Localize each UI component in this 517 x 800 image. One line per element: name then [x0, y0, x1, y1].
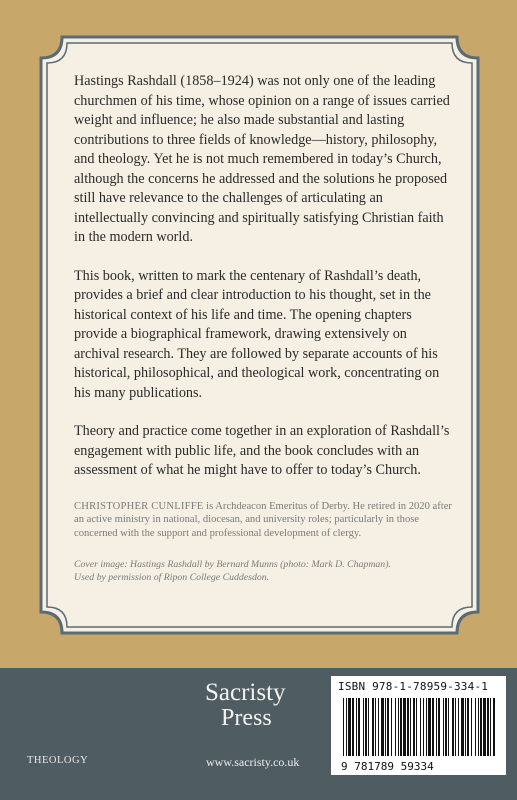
barcode-bar	[413, 698, 415, 756]
blurb-paragraph-1: Hastings Rashdall (1858–1924) was not only one of the leading churchmen of his time, whose opinion on a range of issues carried weight and influence; he also made substantial and lasting contributions to three fields of knowledge—history, philosophy, and theology. Yet he is not much remembered in today’s Church, although the concerns he addressed and the solutions he proposed still have relevance to the challenges of articulating an intellectually convincing and spiritually satisfying Christian faith in the modern world.	[74, 73, 450, 245]
barcode-bar	[487, 698, 489, 756]
barcode-bar	[493, 698, 495, 756]
barcode-bar	[410, 698, 411, 756]
text-panel	[36, 32, 483, 638]
author-bio	[74, 500, 454, 541]
cover-credit	[74, 558, 454, 584]
barcode-bar	[416, 698, 417, 756]
barcode-bar	[461, 698, 464, 756]
barcode-bar	[385, 698, 386, 756]
barcode-bar	[356, 698, 357, 756]
barcode-bar	[467, 698, 469, 756]
barcode-bar	[346, 698, 347, 756]
publisher-logo	[205, 679, 325, 731]
barcode-bar	[343, 698, 344, 756]
barcode-bar	[452, 698, 454, 756]
barcode-bar	[391, 698, 392, 756]
barcode-bar	[348, 698, 351, 756]
barcode-bar	[478, 698, 479, 756]
barcode-bar	[372, 698, 374, 756]
publisher-website: www.sacristy.co.uk	[206, 755, 300, 769]
cover-credit-line-1: Cover image: Hastings Rashdall by Bernard Munns (photo: Mark D. Chapman).	[74, 559, 391, 571]
barcode-bar	[395, 698, 396, 756]
publisher-sub: Press	[221, 705, 272, 731]
barcode-bar	[420, 698, 421, 756]
barcode-bar	[432, 698, 434, 756]
barcode-bar	[398, 698, 399, 756]
barcode-bar	[407, 698, 409, 756]
barcode-icon	[331, 696, 506, 775]
barcode-bar	[490, 698, 491, 756]
barcode-bar	[465, 698, 466, 756]
barcode-bar	[375, 698, 376, 756]
barcode-bar	[448, 698, 449, 756]
barcode-bar	[471, 698, 472, 756]
barcode-bar	[458, 698, 459, 756]
barcode-bar	[358, 698, 360, 756]
barcode-bar	[381, 698, 384, 756]
barcode-bar	[423, 698, 424, 756]
barcode-bar	[368, 698, 369, 756]
cover-credit-line-2: Used by permission of Ripon College Cuddesdon.	[74, 572, 270, 584]
barcode-bar	[443, 698, 444, 756]
barcode-box	[331, 676, 506, 775]
barcode-bar	[363, 698, 364, 756]
publisher-name: Sacristy	[205, 679, 286, 706]
barcode-bar	[445, 698, 447, 756]
barcode-bar	[426, 698, 427, 756]
barcode-bar	[400, 698, 402, 756]
barcode-bar	[480, 698, 482, 756]
barcode-bar	[428, 698, 431, 756]
barcode-bar	[365, 698, 367, 756]
barcode-bar	[438, 698, 440, 756]
blurb-paragraph-2: This book, written to mark the centenary of Rashdall’s death, provides a brief and clear introduction to his thought, set in the historical context of his life and time. The opening chapters provide a biographical framework, drawing extensively on archival research. They are followed by separate accounts of his historical, philosophical, and theological work, concentrating on his many publications.	[74, 267, 440, 401]
barcode-bar	[352, 698, 354, 756]
barcode-bar	[475, 698, 476, 756]
isbn-label: ISBN 978-1-78959-334-1	[338, 680, 489, 693]
barcode-bar	[436, 698, 437, 756]
barcode-bar	[483, 698, 486, 756]
barcode-bar	[387, 698, 389, 756]
genre-label: THEOLOGY	[27, 755, 89, 766]
blurb-paragraph-3: Theory and practice come together in an exploration of Rashdall’s engagement with public life, and the book concludes with an assessment of what he might have to offer to today’s Church.	[74, 423, 450, 478]
barcode-digits: 9 781789 59334	[341, 760, 434, 773]
author-name: CHRISTOPHER CUNLIFFE	[74, 500, 204, 512]
barcode-bar	[455, 698, 456, 756]
barcode-bar	[403, 698, 406, 756]
author-bio-text: is Archdeacon Emeritus of Derby. He retired in 2020 after an active ministry in national, diocesan, and university roles; particularly in those concerned with the support and professional development of clergy.	[74, 500, 452, 539]
barcode-bar	[378, 698, 379, 756]
